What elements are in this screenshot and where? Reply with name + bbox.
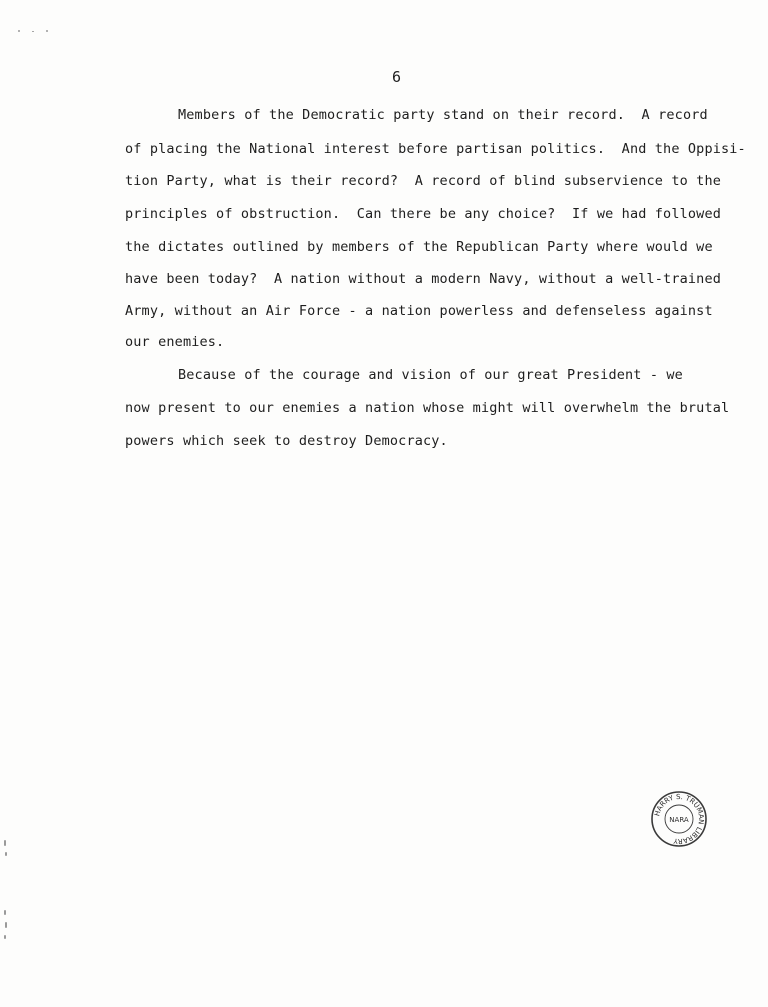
- text-line: of placing the National interest before partisan politics. And the Oppisi-: [125, 141, 746, 157]
- scan-speck: [46, 30, 48, 32]
- stamp-center-text: NARA: [669, 816, 689, 824]
- scan-speck: [4, 840, 6, 846]
- scan-speck: [4, 935, 6, 939]
- text-line: powers which seek to destroy Democracy.: [125, 433, 448, 449]
- page-number: 6: [392, 68, 402, 86]
- text-line: Army, without an Air Force - a nation powerless and defenseless against: [125, 303, 713, 319]
- stamp-ring-text: HARRY S. TRUMAN LIBRARY: [653, 792, 706, 846]
- text-line: principles of obstruction. Can there be any choice? If we had followed: [125, 206, 721, 222]
- scan-speck: [18, 30, 20, 32]
- scan-speck: [4, 910, 6, 915]
- library-stamp: [650, 790, 708, 848]
- text-line: the dictates outlined by members of the Republican Party where would we: [125, 239, 713, 255]
- scan-speck: [5, 922, 7, 928]
- text-line: now present to our enemies a nation whose might will overwhelm the brutal: [125, 400, 730, 416]
- scan-speck: [32, 31, 34, 32]
- text-line: have been today? A nation without a modern Navy, without a well-trained: [125, 271, 721, 287]
- scan-speck: [5, 852, 7, 856]
- text-line: Members of the Democratic party stand on their record. A record: [178, 107, 708, 123]
- text-line: our enemies.: [125, 334, 225, 350]
- text-line: Because of the courage and vision of our great President - we: [178, 367, 683, 383]
- text-line: tion Party, what is their record? A record of blind subservience to the: [125, 173, 721, 189]
